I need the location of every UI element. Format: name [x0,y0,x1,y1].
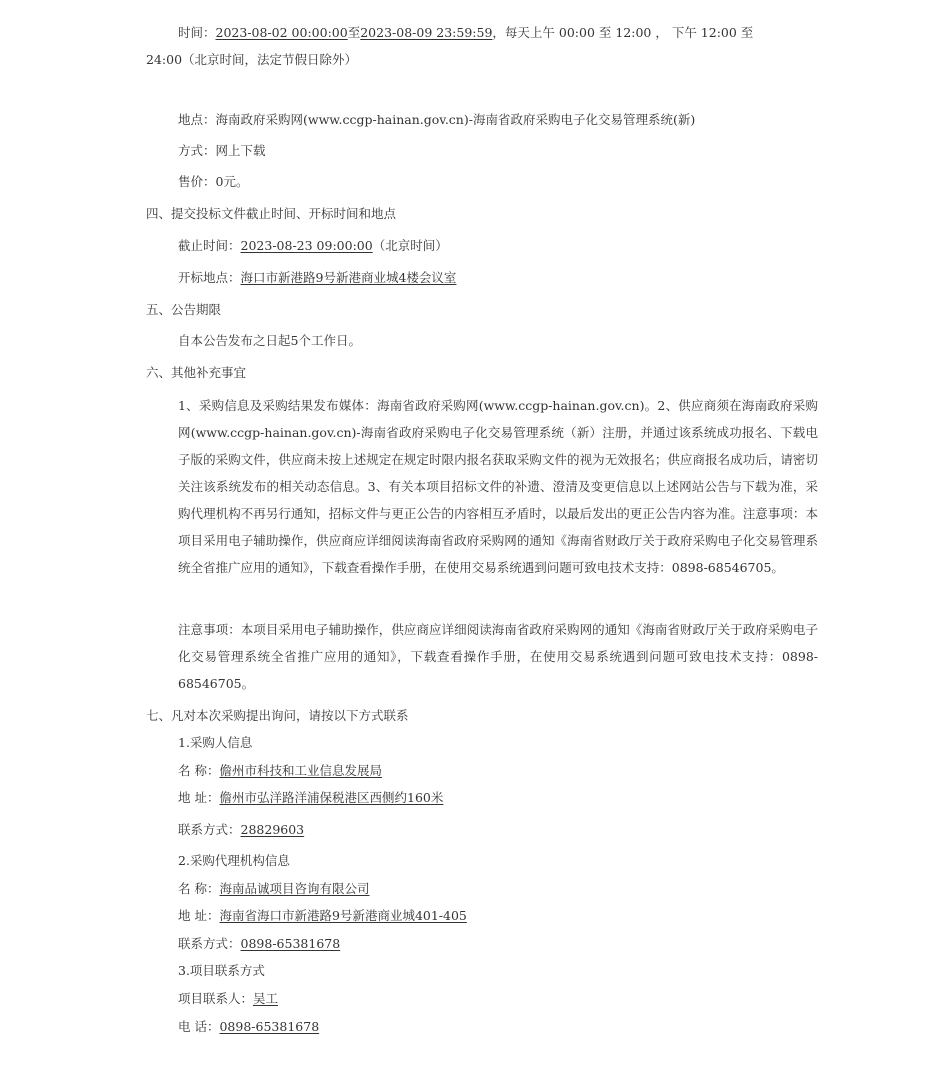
opening-place-line [178,269,456,287]
sale-price: 售价：0元。 [178,174,249,189]
supplement-paragraph-2: 注意事项：本项目采用电子辅助操作，供应商应详细阅读海南省政府采购网的通知《海南省财政厅关于政府采购电子化交易管理系统全省推广应用的通知》，下载查看操作手册，在使用交易系统遇到问题可致电技术支持：0898-68546705。 [178,622,818,691]
project-person-line [178,990,278,1008]
buyer-contact-line [178,821,304,839]
sale-time-label: 时间： [178,25,216,40]
section-5-heading: 五、公告期限 [146,302,222,317]
agency-name-label: 名 称： [178,881,220,896]
agency-address-label: 地 址： [178,908,220,923]
section-4-heading: 四、提交投标文件截止时间、开标时间和地点 [146,206,397,221]
opening-place-label: 开标地点： [178,270,241,285]
buyer-contact: 28829603 [240,822,305,837]
agency-name: 海南品诚项目咨询有限公司 [219,881,370,896]
supplement-paragraph-1: 1、采购信息及采购结果发布媒体：海南省政府采购网(www.ccgp-hainan.gov.cn)。2、供应商须在海南政府采购网(www.ccgp-hainan.gov.cn)-海南省政府采购电子化交易管理系统（新）注册，并通过该系统成功报名、下载电子版的采购文件，供应商未按上述规定在规定时限内报名获取采购文件的视为无效报名；供应商报名成功后，请密切关注该系统发布的相关动态信息。3、有关本项目招标文件的补遗、澄清及变更信息以上述网站公告与下载为准，采购代理机构不再另行通知，招标文件与更正公告的内容相互矛盾时，以最后发出的更正公告内容为准。注意事项：本项目采用电子辅助操作，供应商应详细阅读海南省政府采购网的通知《海南省财政厅关于政府采购电子化交易管理系统全省推广应用的通知》，下载查看操作手册，在使用交易系统遇到问题可致电技术支持：0898-68546705。 [178,398,818,575]
notice-period: 自本公告发布之日起5个工作日。 [178,333,361,348]
deadline-line [178,237,448,255]
buyer-name-line [178,762,382,780]
sale-start-time: 2023-08-02 00:00:00 [215,25,348,40]
buyer-address-label: 地 址： [178,790,220,805]
buyer-info-title: 1.采购人信息 [178,735,253,750]
project-phone: 0898-65381678 [219,1019,320,1034]
sale-place: 地点：海南政府采购网(www.ccgp-hainan.gov.cn)-海南省政府采购电子化交易管理系统(新) [178,112,696,127]
agency-name-line [178,880,370,898]
section-6-heading: 六、其他补充事宜 [146,365,247,380]
sale-method: 方式：网上下载 [178,143,266,158]
sale-time-line2: 24:00（北京时间，法定节假日除外） [146,52,358,67]
agency-contact-label: 联系方式： [178,936,241,951]
agency-address-line [178,907,467,925]
project-phone-line [178,1018,319,1036]
sale-daily-hours: ，每天上午 00:00 至 12:00 ， 下午 12:00 至 [492,25,754,40]
buyer-address: 儋州市弘洋路洋浦保税港区西侧约160米 [219,790,444,805]
section-7-heading: 七、凡对本次采购提出询问，请按以下方式联系 [146,708,409,723]
project-person-label: 项目联系人： [178,991,254,1006]
buyer-name: 儋州市科技和工业信息发展局 [219,763,382,778]
deadline-value: 2023-08-23 09:00:00 [240,238,373,253]
project-contact-title: 3.项目联系方式 [178,963,265,978]
deadline-note: （北京时间） [372,238,448,253]
agency-info-title: 2.采购代理机构信息 [178,853,290,868]
buyer-contact-label: 联系方式： [178,822,241,837]
buyer-address-line [178,789,443,807]
sale-time-line [178,24,753,42]
project-phone-label: 电 话： [178,1019,220,1034]
sale-time-to: 至 [347,25,361,40]
deadline-label: 截止时间： [178,238,241,253]
opening-place-value: 海口市新港路9号新港商业城4楼会议室 [240,270,457,285]
buyer-name-label: 名 称： [178,763,220,778]
project-person: 吴工 [253,991,279,1006]
agency-contact: 0898-65381678 [240,936,341,951]
agency-address: 海南省海口市新港路9号新港商业城401-405 [219,908,467,923]
agency-contact-line [178,935,340,953]
sale-end-time: 2023-08-09 23:59:59 [360,25,493,40]
